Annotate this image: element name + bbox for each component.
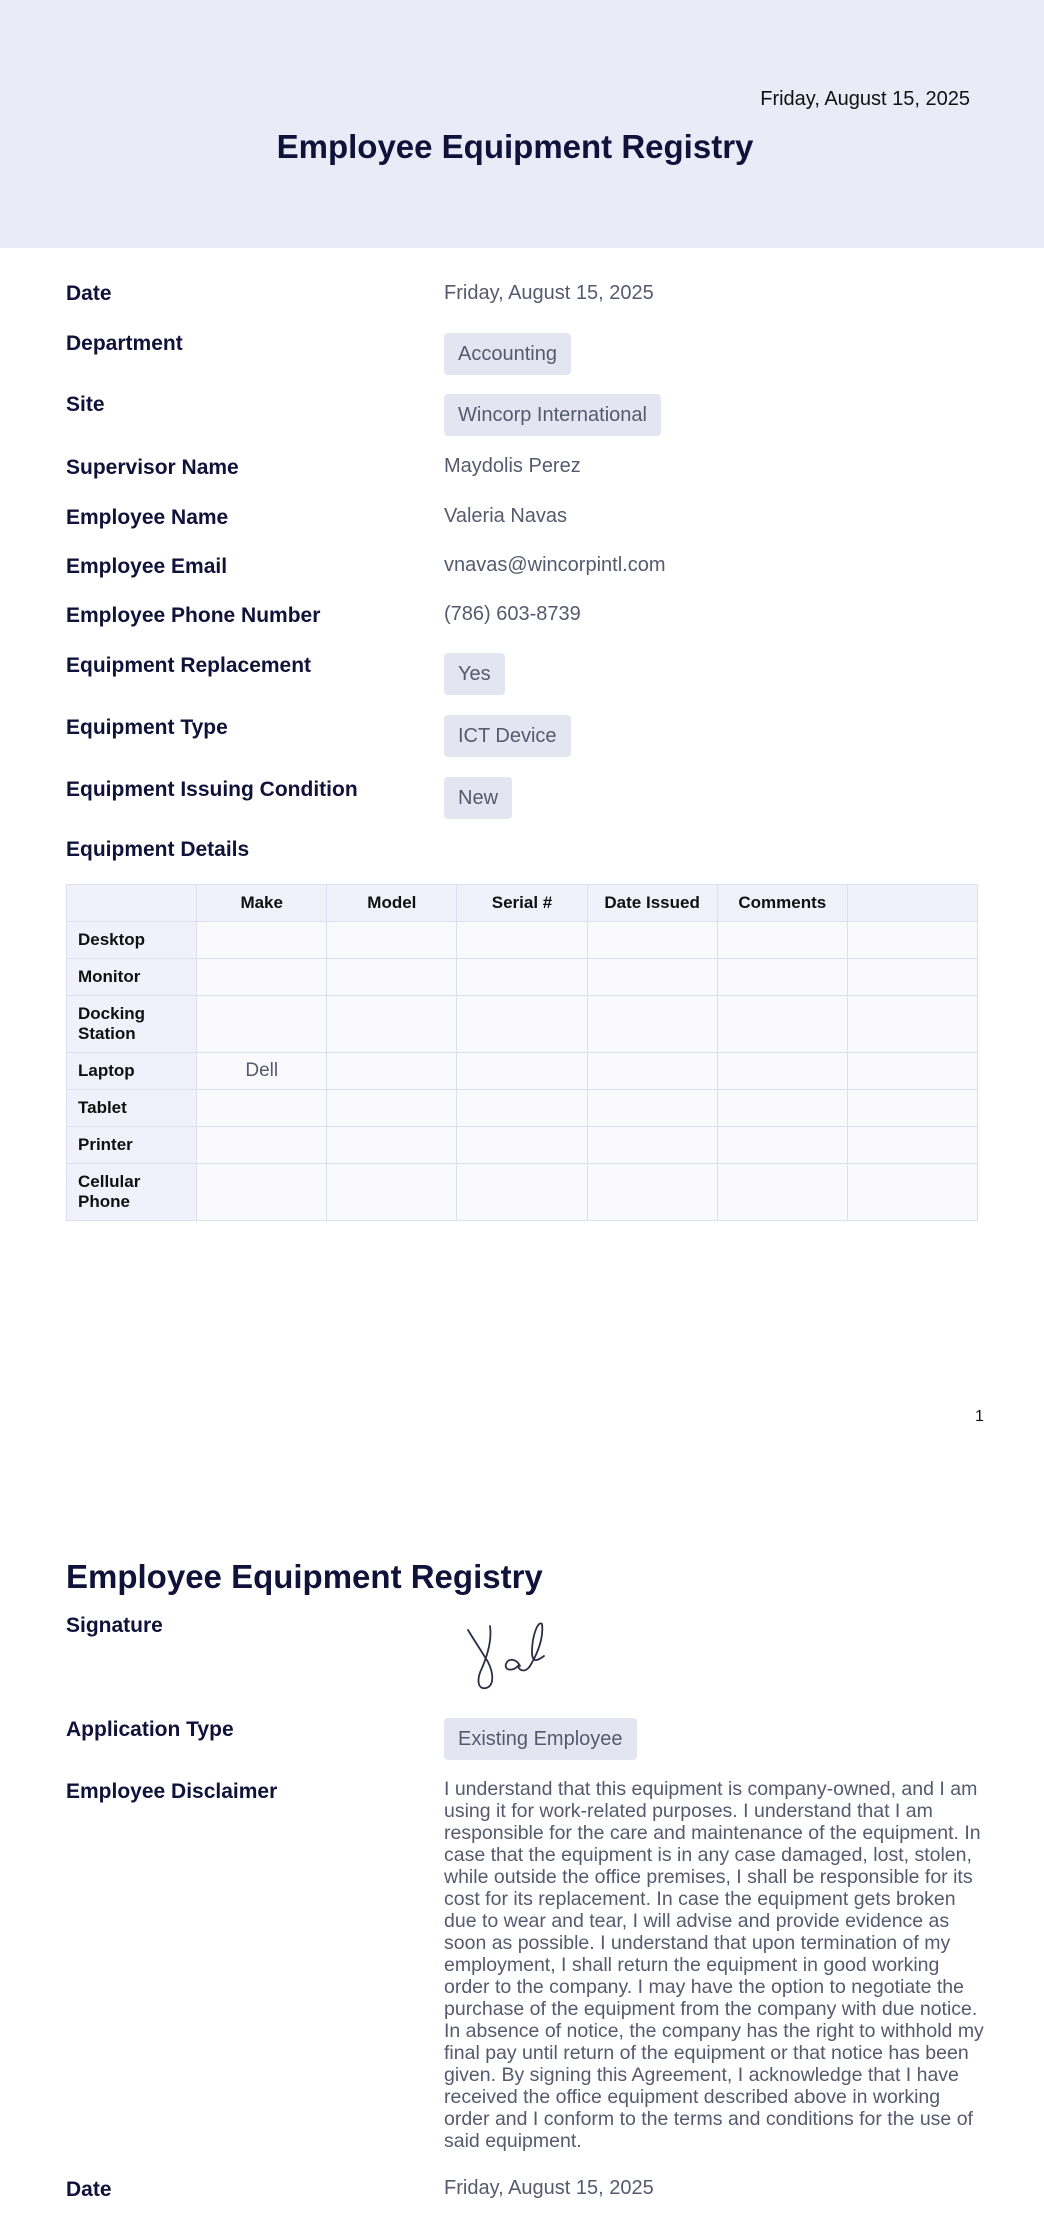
model-cell xyxy=(327,1090,457,1127)
equipment-type-chip: ICT Device xyxy=(444,715,571,757)
make-cell xyxy=(197,959,327,996)
date-issued-cell xyxy=(587,922,717,959)
table-header-cell: Comments xyxy=(717,885,847,922)
row-item-label: Tablet xyxy=(67,1090,197,1127)
page-title: Employee Equipment Registry xyxy=(276,128,754,165)
date-label: Date xyxy=(66,282,112,305)
make-cell xyxy=(197,996,327,1053)
table-row xyxy=(67,959,978,996)
page-2-title: Employee Equipment Registry xyxy=(66,1558,543,1595)
employee-name-value: Valeria Navas xyxy=(444,505,568,527)
serial-cell xyxy=(457,1164,587,1221)
make-cell xyxy=(197,1127,327,1164)
serial-cell xyxy=(457,1090,587,1127)
model-cell xyxy=(327,922,457,959)
table-row xyxy=(67,1053,978,1090)
table-header-cell xyxy=(847,885,977,922)
row-item-label: Desktop xyxy=(67,922,197,959)
extra-cell xyxy=(847,959,977,996)
page-2-date-label: Date xyxy=(66,2178,112,2201)
comments-cell xyxy=(717,1127,847,1164)
supervisor-value: Maydolis Perez xyxy=(444,455,581,477)
signature-label: Signature xyxy=(66,1614,163,1637)
serial-cell xyxy=(457,1127,587,1164)
extra-cell xyxy=(847,1090,977,1127)
date-issued-cell xyxy=(587,1164,717,1221)
employee-email-label: Employee Email xyxy=(66,555,228,578)
model-cell xyxy=(327,996,457,1053)
row-item-label: Monitor xyxy=(67,959,197,996)
date-issued-cell xyxy=(587,1090,717,1127)
date-issued-cell xyxy=(587,1053,717,1090)
comments-cell xyxy=(717,1090,847,1127)
make-cell xyxy=(197,1090,327,1127)
disclaimer-text: I understand that this equipment is company-owned, and I am using it for work-related purposes. I understand that I am responsible for the care and maintenance of the equipment. In case that the equipment is in any case damaged, lost, stolen, while outside the office premises, I shall be responsible for its cost for its replacement. In case the equipment gets broken due to wear and tear, I will advise and provide evidence as soon as possible. I understand that upon termination of my employment, I shall return the equipment in good working order to the company. I may have the option to negotiate the purchase of the equipment from the company with due notice. In absence of notice, the company has the right to withhold my final pay until return of the equipment or that notice has been given. By signing this Agreement, I acknowledge that I have received the office equipment described above in working order and I conform to the terms and conditions for the use of said equipment. xyxy=(444,1778,984,2152)
extra-cell xyxy=(847,1127,977,1164)
date-value: Friday, August 15, 2025 xyxy=(444,282,654,304)
employee-email-value: vnavas@wincorpintl.com xyxy=(444,554,666,576)
extra-cell xyxy=(847,996,977,1053)
site-chip: Wincorp International xyxy=(444,394,661,436)
department-label: Department xyxy=(66,332,183,355)
table-header-cell: Date Issued xyxy=(587,885,717,922)
table-header-cell: Make xyxy=(197,885,327,922)
row-item-label: Laptop xyxy=(67,1053,197,1090)
department-chip: Accounting xyxy=(444,333,571,375)
date-issued-cell xyxy=(587,996,717,1053)
table-row xyxy=(67,1164,978,1221)
replacement-label: Equipment Replacement xyxy=(66,654,312,677)
serial-cell xyxy=(457,996,587,1053)
date-issued-cell xyxy=(587,959,717,996)
table-header-cell: Serial # xyxy=(457,885,587,922)
serial-cell xyxy=(457,1053,587,1090)
page-2-date-value: Friday, August 15, 2025 xyxy=(444,2177,654,2199)
employee-phone-value: (786) 603-8739 xyxy=(444,603,581,625)
application-type-chip: Existing Employee xyxy=(444,1718,637,1760)
model-cell xyxy=(327,1127,457,1164)
issuing-condition-label: Equipment Issuing Condition xyxy=(66,778,358,801)
comments-cell xyxy=(717,959,847,996)
model-cell xyxy=(327,1053,457,1090)
employee-name-label: Employee Name xyxy=(66,506,229,529)
make-cell xyxy=(197,1164,327,1221)
table-header-cell xyxy=(67,885,197,922)
row-item-label: Docking Station xyxy=(67,996,197,1053)
table-row xyxy=(67,996,978,1053)
header-date: Friday, August 15, 2025 xyxy=(760,88,970,110)
model-cell xyxy=(327,959,457,996)
header-band xyxy=(0,0,1044,248)
table-row xyxy=(67,1127,978,1164)
make-cell: Dell xyxy=(197,1053,327,1090)
extra-cell xyxy=(847,922,977,959)
table-header-cell: Model xyxy=(327,885,457,922)
model-cell xyxy=(327,1164,457,1221)
extra-cell xyxy=(847,1053,977,1090)
signature-image xyxy=(458,1616,568,1696)
page-number: 1 xyxy=(975,1408,984,1425)
comments-cell xyxy=(717,922,847,959)
employee-phone-label: Employee Phone Number xyxy=(66,604,321,627)
table-header-row xyxy=(67,885,978,922)
date-issued-cell xyxy=(587,1127,717,1164)
supervisor-label: Supervisor Name xyxy=(66,456,239,479)
row-item-label: Printer xyxy=(67,1127,197,1164)
equipment-type-label: Equipment Type xyxy=(66,716,228,739)
equipment-table xyxy=(66,884,978,1221)
application-type-label: Application Type xyxy=(66,1718,234,1741)
row-item-label: Cellular Phone xyxy=(67,1164,197,1221)
disclaimer-label: Employee Disclaimer xyxy=(66,1780,278,1803)
comments-cell xyxy=(717,1053,847,1090)
comments-cell xyxy=(717,996,847,1053)
make-cell xyxy=(197,922,327,959)
serial-cell xyxy=(457,959,587,996)
serial-cell xyxy=(457,922,587,959)
comments-cell xyxy=(717,1164,847,1221)
replacement-chip: Yes xyxy=(444,653,505,695)
site-label: Site xyxy=(66,393,105,416)
table-row xyxy=(67,1090,978,1127)
issuing-condition-chip: New xyxy=(444,777,512,819)
extra-cell xyxy=(847,1164,977,1221)
equipment-details-label: Equipment Details xyxy=(66,838,250,861)
table-row xyxy=(67,922,978,959)
